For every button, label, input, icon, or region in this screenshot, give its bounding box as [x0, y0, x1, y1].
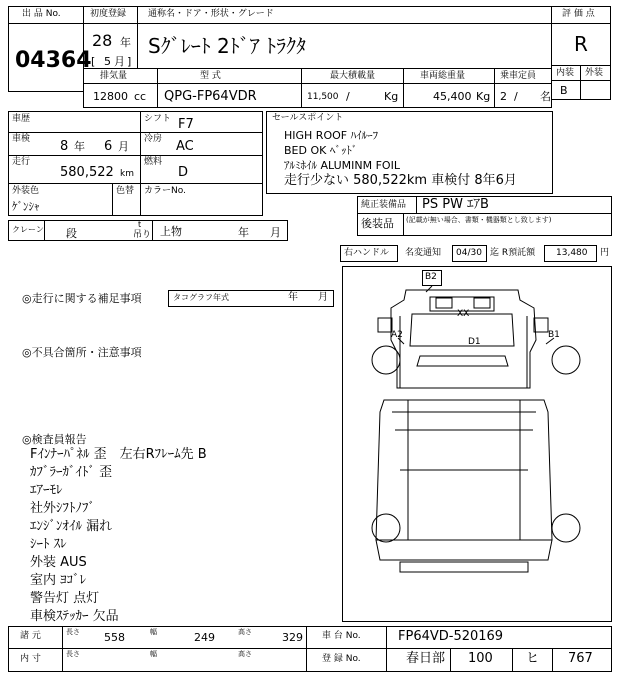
width-label: 幅 — [150, 628, 157, 636]
plate-class: 100 — [468, 651, 493, 666]
inspector-line: ｶﾌﾞﾗｰｶﾞｲﾄﾞ 歪 — [30, 465, 113, 480]
color-no-label: 色替 — [116, 186, 135, 196]
damage-mark-a2: A2 — [391, 330, 403, 340]
chassis-no: FP64VD-520169 — [398, 629, 504, 644]
score-label: 評 価 点 — [562, 9, 595, 19]
model-label-cell — [157, 68, 302, 84]
tax-unit: 円 — [600, 248, 610, 258]
inspection-year-unit: 年 — [74, 140, 85, 153]
mileage-label: 走行 — [12, 157, 31, 167]
vehicle-diagram-frame — [342, 266, 612, 622]
inspector-line: 外装 AUS — [30, 555, 87, 570]
shift-label: シフト — [144, 114, 172, 124]
interior-width-label: 幅 — [150, 650, 157, 658]
damage-mark-b1: B1 — [548, 330, 560, 340]
displacement-unit: cc — [134, 90, 147, 103]
inspector-line: ｼｰﾄ ｽﾚ — [30, 537, 67, 552]
color-label: 外装色 — [12, 186, 40, 196]
damage-mark-b2: B2 — [425, 272, 437, 282]
tax-amount: 13,480 — [556, 248, 588, 258]
crane-year-unit: 年 — [238, 226, 249, 239]
crane-lift-unit: 吊り — [133, 230, 152, 240]
defects-label: ◎不具合箇所・注意事項 — [22, 346, 142, 359]
dimensions-footer — [8, 626, 612, 672]
inspector-line: 車検ｽﾃｯｶｰ 欠品 — [30, 609, 119, 624]
inspector-line: Fｲﾝﾅｰﾊﾟﾈﾙ 歪 左右Rﾌﾚｰﾑ先 B — [30, 447, 207, 462]
sales-point-line: HIGH ROOF ﾊｲﾙｰﾌ — [284, 129, 379, 142]
model-code: QPG-FP64VDR — [164, 89, 257, 104]
equipment-label: 純正装備品 — [361, 200, 407, 210]
plate-label: 登 録 No. — [322, 654, 361, 664]
width: 249 — [194, 631, 215, 644]
plate-kana: ヒ — [526, 651, 540, 666]
sales-point-line: ｱﾙﾐﾎｲﾙ ALUMINM FOIL — [284, 159, 400, 172]
first-reg-bracket-open: [ — [91, 55, 96, 68]
capacity-slash: / — [514, 90, 518, 103]
first-reg-month: 5 — [104, 55, 111, 68]
interior-length-label: 長さ — [66, 650, 80, 658]
crane-ton-unit: t — [138, 220, 142, 229]
capacity-label: 乗車定員 — [500, 71, 537, 81]
inspection-year: 8 — [60, 139, 69, 154]
length-label: 長さ — [66, 628, 80, 636]
mileage-unit: km — [120, 169, 134, 179]
interior-dimensions-label: 内 寸 — [20, 654, 41, 664]
history-label: 車歴 — [12, 114, 31, 124]
length: 558 — [104, 631, 125, 644]
model-label: 型 式 — [200, 71, 221, 81]
fuel: D — [178, 165, 189, 180]
score: R — [574, 32, 588, 56]
equipment: PS PW ｴｱB — [422, 197, 489, 212]
height-label: 高さ — [238, 628, 252, 636]
max-load: 11,500 — [307, 92, 339, 102]
gross-weight-unit: Kg — [476, 90, 491, 103]
specs-label: 諸 元 — [20, 631, 41, 641]
height: 329 — [282, 631, 303, 644]
interior-label: 内装 — [556, 68, 575, 78]
interior-grade: B — [560, 84, 568, 97]
color-code-label: カラーNo. — [144, 186, 186, 196]
max-load-slash: / — [346, 90, 350, 103]
aftermarket-label: 後装品 — [361, 217, 394, 230]
details-block — [8, 111, 263, 216]
crane-date-label: 上物 — [160, 225, 182, 238]
gross-weight: 45,400 — [433, 90, 472, 103]
rhd: 右ハンドル — [344, 248, 390, 258]
driving-remarks-label: ◎走行に関する補足事項 — [22, 292, 142, 305]
first-reg-label: 初度登録 — [90, 9, 127, 19]
displacement-label: 排気量 — [100, 71, 128, 81]
inspector-label: ◎検査員報告 — [22, 433, 87, 446]
plate-number: 767 — [568, 651, 593, 666]
mileage: 580,522 — [60, 165, 114, 180]
color: ｹﾞﾝｼｬ — [12, 200, 40, 213]
crane-stage-unit: 段 — [66, 227, 77, 240]
inspection-month-unit: 月 — [118, 140, 129, 153]
crane-month-unit: 月 — [270, 226, 281, 239]
first-reg-year-unit: 年 — [120, 36, 131, 49]
model-name-label: 通称名・ドア・形状・グレード — [148, 9, 274, 19]
sales-point-line: 走行少ない 580,522km 車検付 8年6月 — [284, 173, 517, 188]
first-reg-bracket-close: ] — [127, 55, 132, 68]
capacity-unit: 名 — [540, 90, 551, 103]
damage-mark-d1: D1 — [468, 337, 481, 347]
tachograph-month-unit: 月 — [318, 292, 328, 303]
inspector-line: 室内 ﾖｺﾞﾚ — [30, 573, 87, 588]
max-load-unit: Kg — [384, 90, 399, 103]
interior-height-label: 高さ — [238, 650, 252, 658]
damage-mark-xx: XX — [457, 309, 470, 319]
inspector-line: 社外ｼﾌﾄﾉﾌﾞ — [30, 501, 96, 516]
name-change-label: 名変通知 — [405, 248, 442, 258]
gross-weight-label: 車両総重量 — [420, 71, 466, 81]
tachograph-year-unit: 年 — [288, 292, 298, 303]
model-name: Sｸﾞﾚｰﾄ 2ﾄﾞｱ ﾄﾗｸﾀ — [148, 34, 307, 58]
sales-point-line: BED OK ﾍﾞｯﾄﾞ — [284, 144, 358, 157]
first-reg-month-unit: 月 — [114, 55, 125, 68]
sales-points-label: セールスポイント — [272, 113, 344, 123]
shift: F7 — [178, 117, 194, 132]
aftermarket-note: (記載が無い場合、書類・機器類とし致します) — [406, 216, 552, 224]
displacement: 12800 — [93, 90, 128, 103]
tachograph-label: タコグラフ年式 — [173, 293, 229, 302]
max-load-label: 最大積載量 — [330, 71, 376, 81]
crane-label: クレーン — [12, 225, 44, 234]
fuel-label: 燃料 — [144, 157, 163, 167]
lot-no-label: 出 品 No. — [22, 9, 61, 19]
first-reg-year: 28 — [92, 31, 113, 50]
inspector-line: ｴﾝｼﾞﾝｵｲﾙ 漏れ — [30, 519, 113, 534]
inspector-line: ｴｱｰﾓﾚ — [30, 483, 63, 498]
exterior-label: 外装 — [585, 68, 604, 78]
inspector-line: 警告灯 点灯 — [30, 591, 100, 606]
tax-label: 迄 R預託額 — [490, 248, 536, 258]
lot-no: 04364 — [15, 48, 92, 73]
exterior-grade-cell — [580, 80, 611, 100]
plate-area: 春日部 — [406, 651, 446, 666]
inspection-month: 6 — [104, 139, 113, 154]
name-change-date: 04/30 — [456, 248, 482, 258]
ac-label: 冷房 — [144, 134, 163, 144]
inspection-label: 車検 — [12, 134, 31, 144]
capacity: 2 — [500, 90, 507, 103]
chassis-label: 車 台 No. — [322, 631, 361, 641]
ac: AC — [176, 139, 194, 154]
